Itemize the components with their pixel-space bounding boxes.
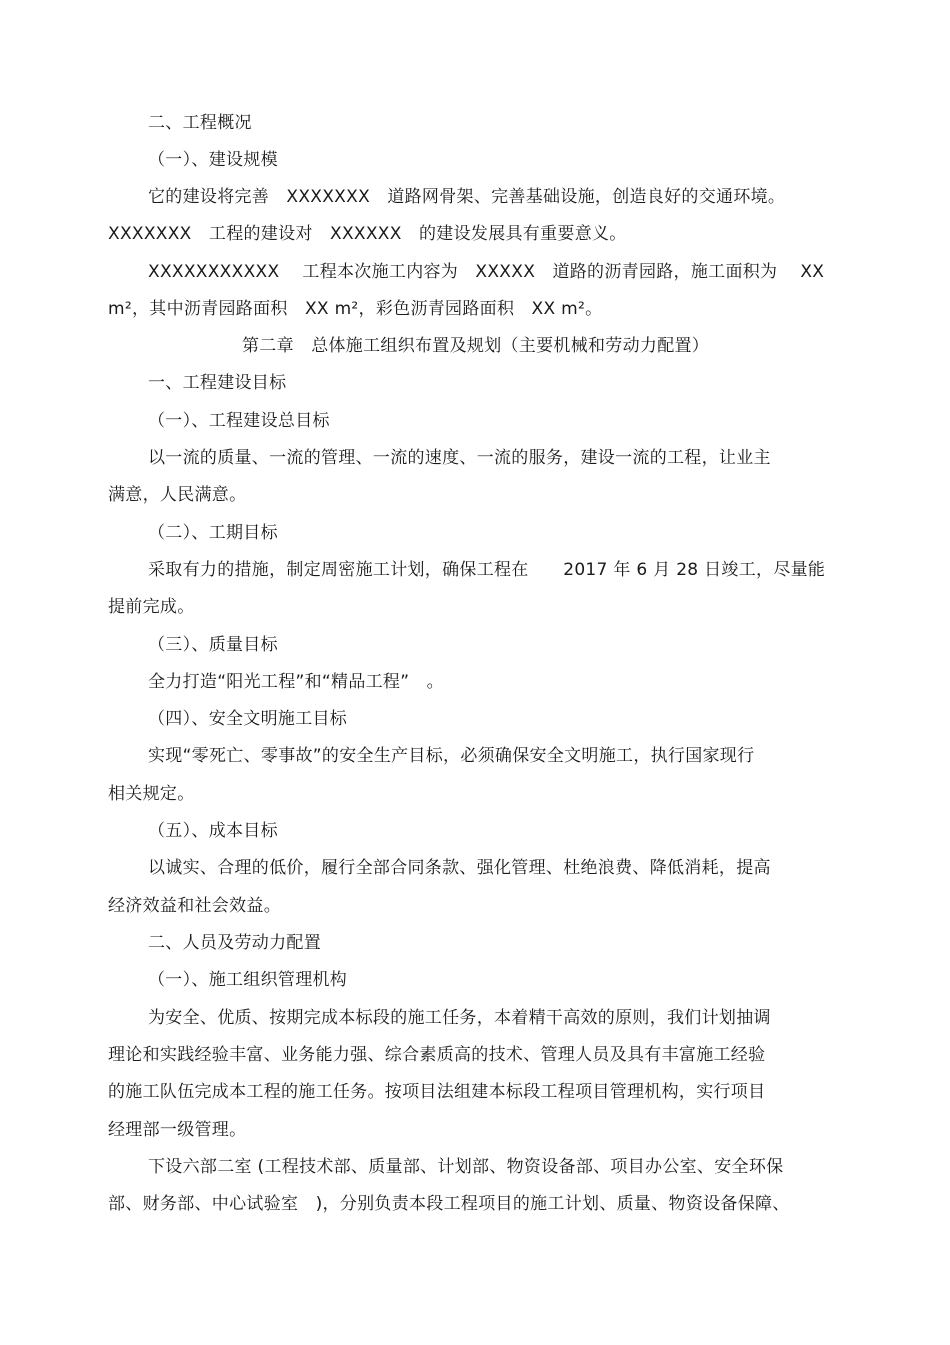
paragraph-line: 理论和实践经验丰富、业务能力强、综合素质高的技术、管理人员及具有丰富施工经验: [108, 1045, 766, 1065]
paragraph-line: 全力打造“阳光工程”和“精品工程” 。: [148, 672, 444, 692]
section-heading: 一、工程建设目标: [148, 373, 287, 393]
subsection-heading: （三）、质量目标: [148, 635, 278, 655]
paragraph-line: 部、财务部、中心试验室 )，分别负责本段工程项目的施工计划、质量、物资设备保障、: [108, 1194, 790, 1214]
paragraph-line: 的施工队伍完成本工程的施工任务。按项目法组建本标段工程项目管理机构，实行项目: [108, 1082, 766, 1102]
subsection-heading: （五）、成本目标: [148, 821, 278, 841]
paragraph-line: 以诚实、合理的低价，履行全部合同条款、强化管理、杜绝浪费、降低消耗，提高: [148, 858, 771, 878]
paragraph-line: 提前完成。: [108, 597, 195, 617]
section-heading: 二、人员及劳动力配置: [148, 933, 321, 953]
paragraph-line: 满意，人民满意。: [108, 485, 247, 505]
paragraph-line: 采取有力的措施，制定周密施工计划，确保工程在 2017 年 6 月 28 日竣工，尽量能: [148, 560, 826, 580]
paragraph-line: 为安全、优质、按期完成本标段的施工任务，本着精干高效的原则，我们计划抽调: [148, 1008, 771, 1028]
subsection-heading: （一）、施工组织管理机构: [148, 970, 348, 990]
paragraph-line: 实现“零死亡、零事故”的安全生产目标，必须确保安全文明施工，执行国家现行: [148, 746, 755, 766]
paragraph-line: XXXXXXX 工程的建设对 XXXXXX 的建设发展具有重要意义。: [108, 224, 627, 244]
section-heading: 二、工程概况: [148, 113, 252, 133]
subsection-heading: （一）、建设规模: [148, 150, 278, 170]
paragraph-line: XXXXXXXXXXX 工程本次施工内容为 XXXXX 道路的沥青园路，施工面积为 XX: [148, 262, 825, 282]
paragraph-line: 相关规定。: [108, 784, 195, 804]
chapter-title: 第二章 总体施工组织布置及规划（主要机械和劳动力配置）: [242, 336, 710, 356]
paragraph-line: 它的建设将完善 XXXXXXX 道路网骨架、完善基础设施，创造良好的交通环境。: [148, 187, 786, 207]
paragraph-line: 经理部一级管理。: [108, 1120, 247, 1140]
paragraph-line: 以一流的质量、一流的管理、一流的速度、一流的服务，建设一流的工程，让业主: [148, 448, 771, 468]
subsection-heading: （一）、工程建设总目标: [148, 411, 330, 431]
subsection-heading: （四）、安全文明施工目标: [148, 709, 348, 729]
paragraph-line: m²，其中沥青园路面积 XX m²，彩色沥青园路面积 XX m²。: [108, 299, 603, 319]
paragraph-line: 经济效益和社会效益。: [108, 896, 281, 916]
paragraph-line: 下设六部二室 (工程技术部、质量部、计划部、物资设备部、项目办公室、安全环保: [148, 1157, 784, 1177]
subsection-heading: （二）、工期目标: [148, 523, 278, 543]
